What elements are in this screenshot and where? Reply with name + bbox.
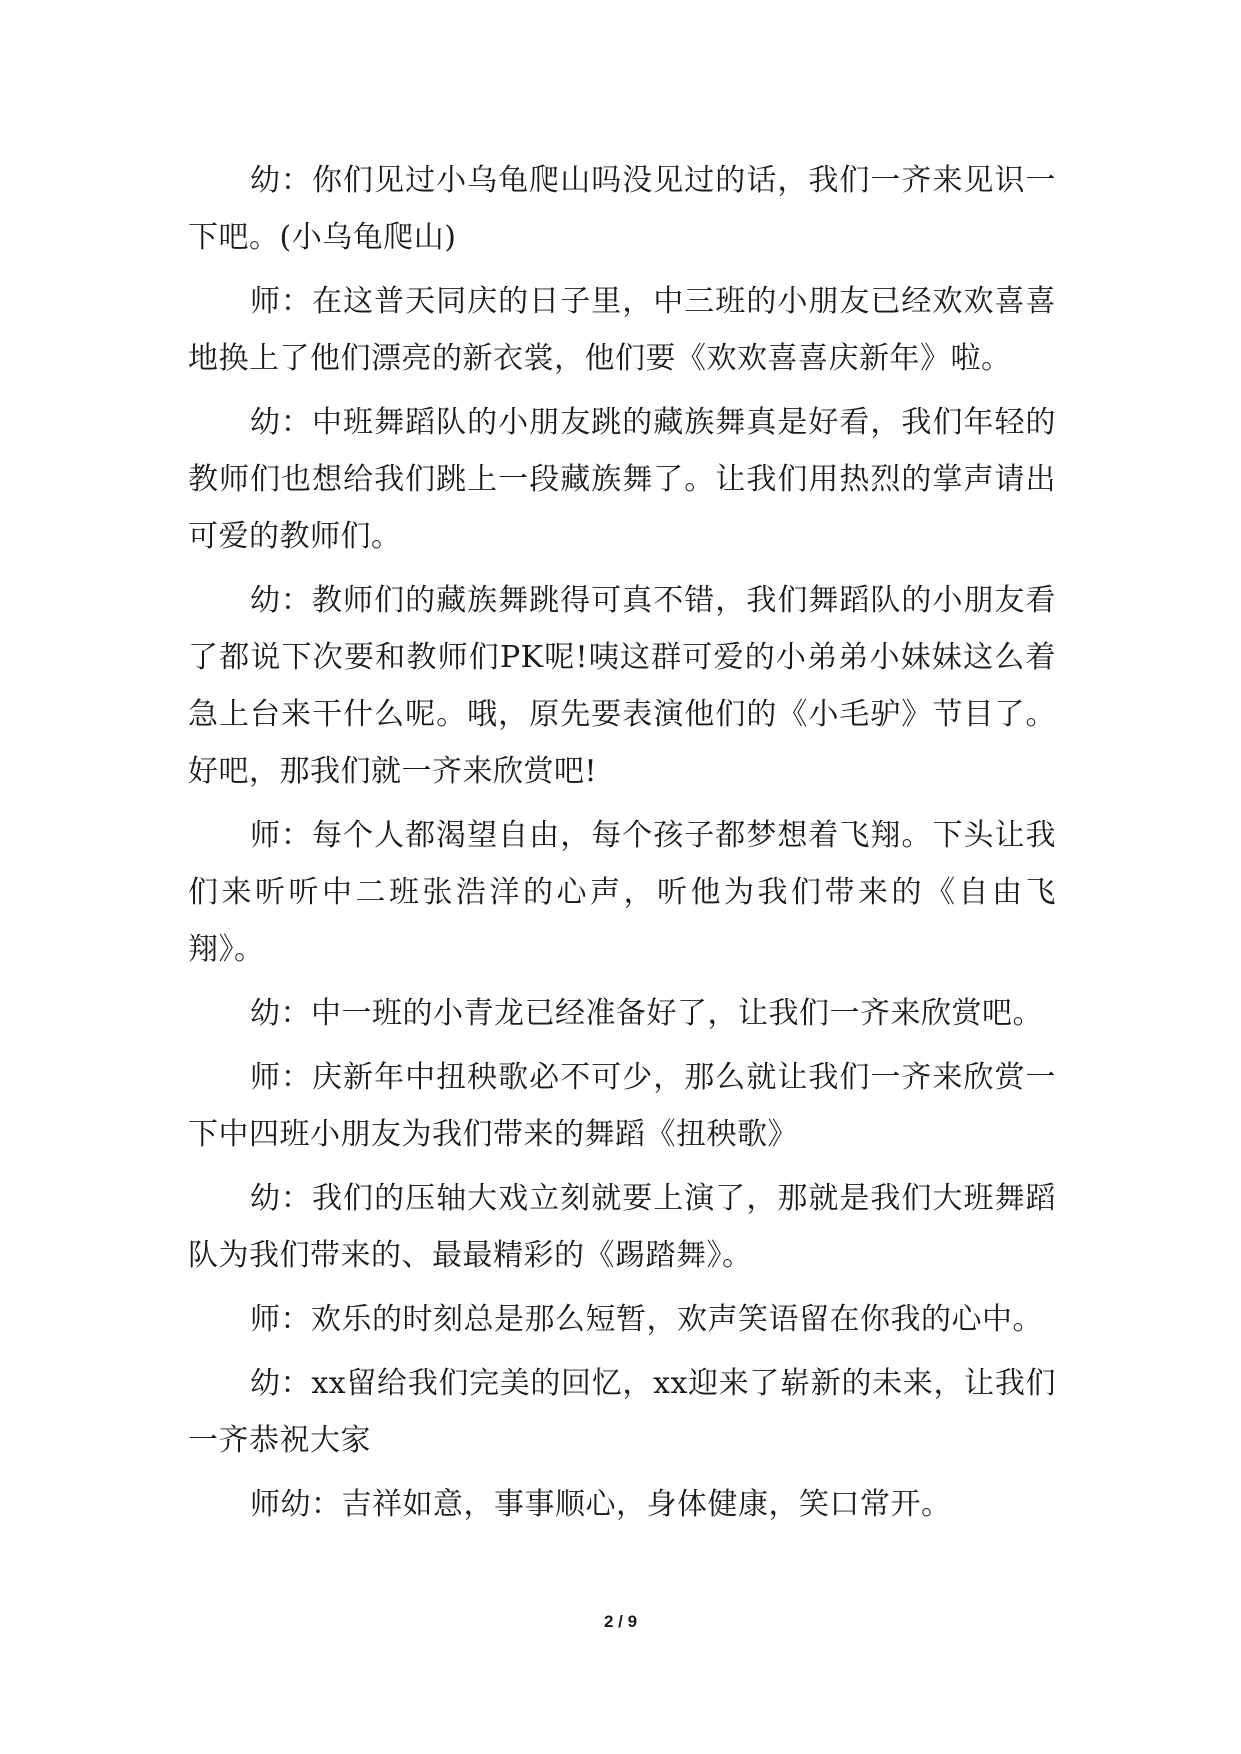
- paragraph: 师：庆新年中扭秧歌必不可少，那么就让我们一齐来欣赏一下中四班小朋友为我们带来的舞蹈《扭秧歌》: [188, 1060, 1056, 1152]
- paragraph: 幼：我们的压轴大戏立刻就要上演了，那就是我们大班舞蹈队为我们带来的、最最精彩的《踢踏舞》。: [188, 1181, 1056, 1273]
- paragraph: 幼：xx留给我们完美的回忆，xx迎来了崭新的未来，让我们一齐恭祝大家: [188, 1366, 1056, 1458]
- paragraph: 幼：教师们的藏族舞跳得可真不错，我们舞蹈队的小朋友看了都说下次要和教师们PK呢!咦这群可爱的小弟弟小妹妹这么着急上台来干什么呢。哦，原先要表演他们的《小毛驴》节目了。好吧，那我们就一齐来欣赏吧!: [188, 583, 1056, 789]
- paragraph: 师：每个人都渴望自由，每个孩子都梦想着飞翔。下头让我们来听听中二班张浩洋的心声，听他为我们带来的《自由飞翔》。: [188, 818, 1056, 967]
- page-number: 2 / 9: [603, 1612, 638, 1631]
- paragraph: 幼：中一班的小青龙已经准备好了，让我们一齐来欣赏吧。: [250, 996, 1043, 1031]
- paragraph: 师：在这普天同庆的日子里，中三班的小朋友已经欢欢喜喜地换上了他们漂亮的新衣裳，他们要《欢欢喜喜庆新年》啦。: [188, 284, 1056, 376]
- paragraph: 幼：中班舞蹈队的小朋友跳的藏族舞真是好看，我们年轻的教师们也想给我们跳上一段藏族舞了。让我们用热烈的掌声请出可爱的教师们。: [188, 405, 1056, 554]
- paragraph: 幼：你们见过小乌龟爬山吗没见过的话，我们一齐来见识一下吧。(小乌龟爬山): [188, 163, 1056, 255]
- document-body: [188, 152, 1056, 1540]
- paragraph: 师幼：吉祥如意，事事顺心，身体健康，笑口常开。: [250, 1487, 952, 1522]
- paragraph: 师：欢乐的时刻总是那么短暂，欢声笑语留在你我的心中。: [250, 1302, 1043, 1337]
